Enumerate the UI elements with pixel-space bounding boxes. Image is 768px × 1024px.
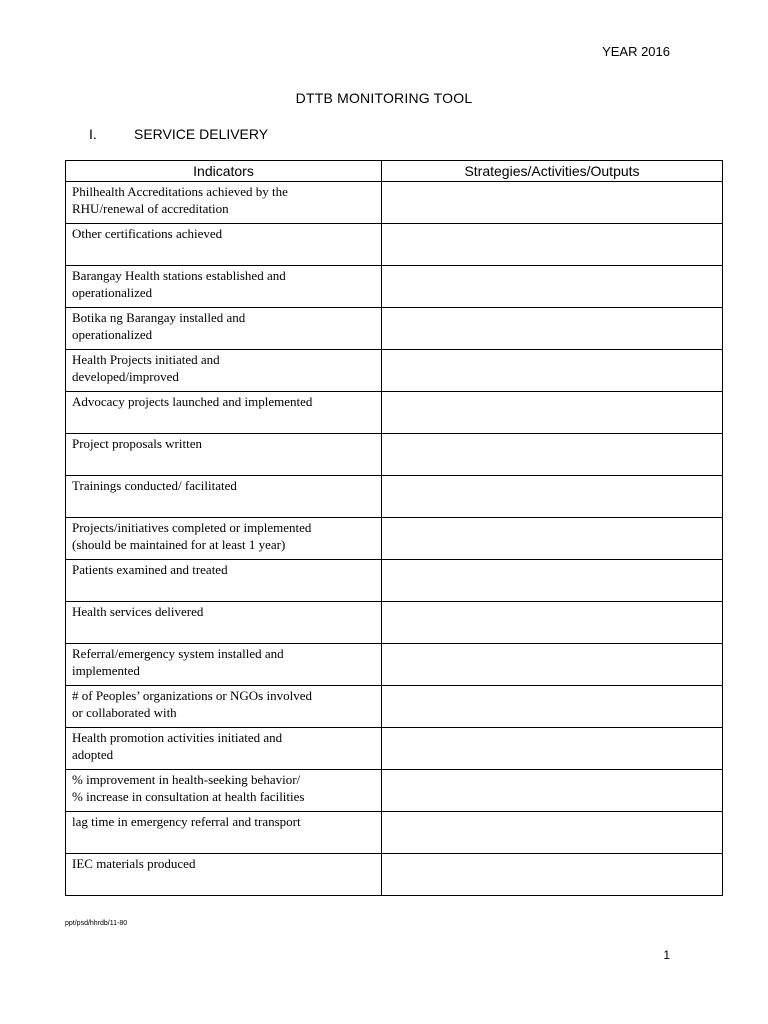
table-row <box>66 644 723 686</box>
output-cell[interactable] <box>382 476 723 518</box>
table-row <box>66 854 723 896</box>
output-cell[interactable] <box>382 686 723 728</box>
indicator-line: Projects/initiatives completed or implemented <box>72 520 312 535</box>
indicator-line: RHU/renewal of accreditation <box>72 201 229 216</box>
indicator-line: % improvement in health-seeking behavior/ <box>72 772 301 787</box>
indicator-line: lag time in emergency referral and transport <box>72 814 301 829</box>
indicator-cell <box>66 308 382 350</box>
indicator-cell <box>66 476 382 518</box>
table-row <box>66 224 723 266</box>
table-row <box>66 308 723 350</box>
output-cell[interactable] <box>382 182 723 224</box>
output-cell[interactable] <box>382 350 723 392</box>
column-header-strategies: Strategies/Activities/Outputs <box>382 161 723 182</box>
output-cell[interactable] <box>382 434 723 476</box>
indicator-line: Philhealth Accreditations achieved by the <box>72 184 288 199</box>
footer-reference-code: ppt/psd/hhrdb/11-80 <box>65 920 128 927</box>
section-title: SERVICE DELIVERY <box>134 126 269 142</box>
output-cell[interactable] <box>382 308 723 350</box>
indicator-cell <box>66 644 382 686</box>
output-cell[interactable] <box>382 728 723 770</box>
indicator-cell <box>66 686 382 728</box>
indicator-cell <box>66 770 382 812</box>
table-row <box>66 812 723 854</box>
table-row <box>66 518 723 560</box>
table-row <box>66 770 723 812</box>
document-title: DTTB MONITORING TOOL <box>295 90 473 106</box>
indicator-line: Advocacy projects launched and implemented <box>72 394 313 409</box>
table-header-row <box>66 161 723 182</box>
table-row <box>66 476 723 518</box>
section-number: I. <box>89 126 97 142</box>
indicator-line: Project proposals written <box>72 436 202 451</box>
indicator-line: Health promotion activities initiated and <box>72 730 283 745</box>
indicator-line: operationalized <box>72 327 153 342</box>
indicator-line: Barangay Health stations established and <box>72 268 286 283</box>
indicator-cell <box>66 560 382 602</box>
indicator-line: # of Peoples’ organizations or NGOs involved <box>72 688 312 703</box>
indicator-line: Health services delivered <box>72 604 204 619</box>
indicator-cell <box>66 266 382 308</box>
output-cell[interactable] <box>382 812 723 854</box>
table-row <box>66 350 723 392</box>
table-row <box>66 728 723 770</box>
year-label: YEAR 2016 <box>602 44 670 59</box>
indicator-line: developed/improved <box>72 369 179 384</box>
output-cell[interactable] <box>382 602 723 644</box>
output-cell[interactable] <box>382 266 723 308</box>
indicator-line: Trainings conducted/ facilitated <box>72 478 237 493</box>
indicator-line: Patients examined and treated <box>72 562 228 577</box>
output-cell[interactable] <box>382 854 723 896</box>
indicator-cell <box>66 602 382 644</box>
table-row <box>66 560 723 602</box>
indicator-line: Botika ng Barangay installed and <box>72 310 246 325</box>
indicator-line: IEC materials produced <box>72 856 196 871</box>
indicator-cell <box>66 350 382 392</box>
indicator-line: Referral/emergency system installed and <box>72 646 284 661</box>
table-row <box>66 182 723 224</box>
indicator-line: Other certifications achieved <box>72 226 223 241</box>
table-row <box>66 686 723 728</box>
indicator-cell <box>66 854 382 896</box>
output-cell[interactable] <box>382 770 723 812</box>
indicator-cell <box>66 812 382 854</box>
output-cell[interactable] <box>382 392 723 434</box>
output-cell[interactable] <box>382 224 723 266</box>
indicator-line: adopted <box>72 747 114 762</box>
monitoring-table <box>65 160 723 896</box>
table-row <box>66 392 723 434</box>
indicator-line: implemented <box>72 663 140 678</box>
indicator-line: operationalized <box>72 285 153 300</box>
indicator-line: Health Projects initiated and <box>72 352 220 367</box>
table-row <box>66 602 723 644</box>
table-row <box>66 434 723 476</box>
indicator-cell <box>66 182 382 224</box>
output-cell[interactable] <box>382 518 723 560</box>
column-header-indicators: Indicators <box>66 161 382 182</box>
indicator-cell <box>66 434 382 476</box>
indicator-cell <box>66 518 382 560</box>
indicator-cell <box>66 728 382 770</box>
indicator-line: (should be maintained for at least 1 year) <box>72 537 286 552</box>
indicator-line: % increase in consultation at health facilities <box>72 789 305 804</box>
section-heading <box>89 126 268 142</box>
output-cell[interactable] <box>382 644 723 686</box>
indicator-cell <box>66 392 382 434</box>
output-cell[interactable] <box>382 560 723 602</box>
page-number: 1 <box>663 948 670 962</box>
indicator-cell <box>66 224 382 266</box>
table-row <box>66 266 723 308</box>
indicator-line: or collaborated with <box>72 705 177 720</box>
